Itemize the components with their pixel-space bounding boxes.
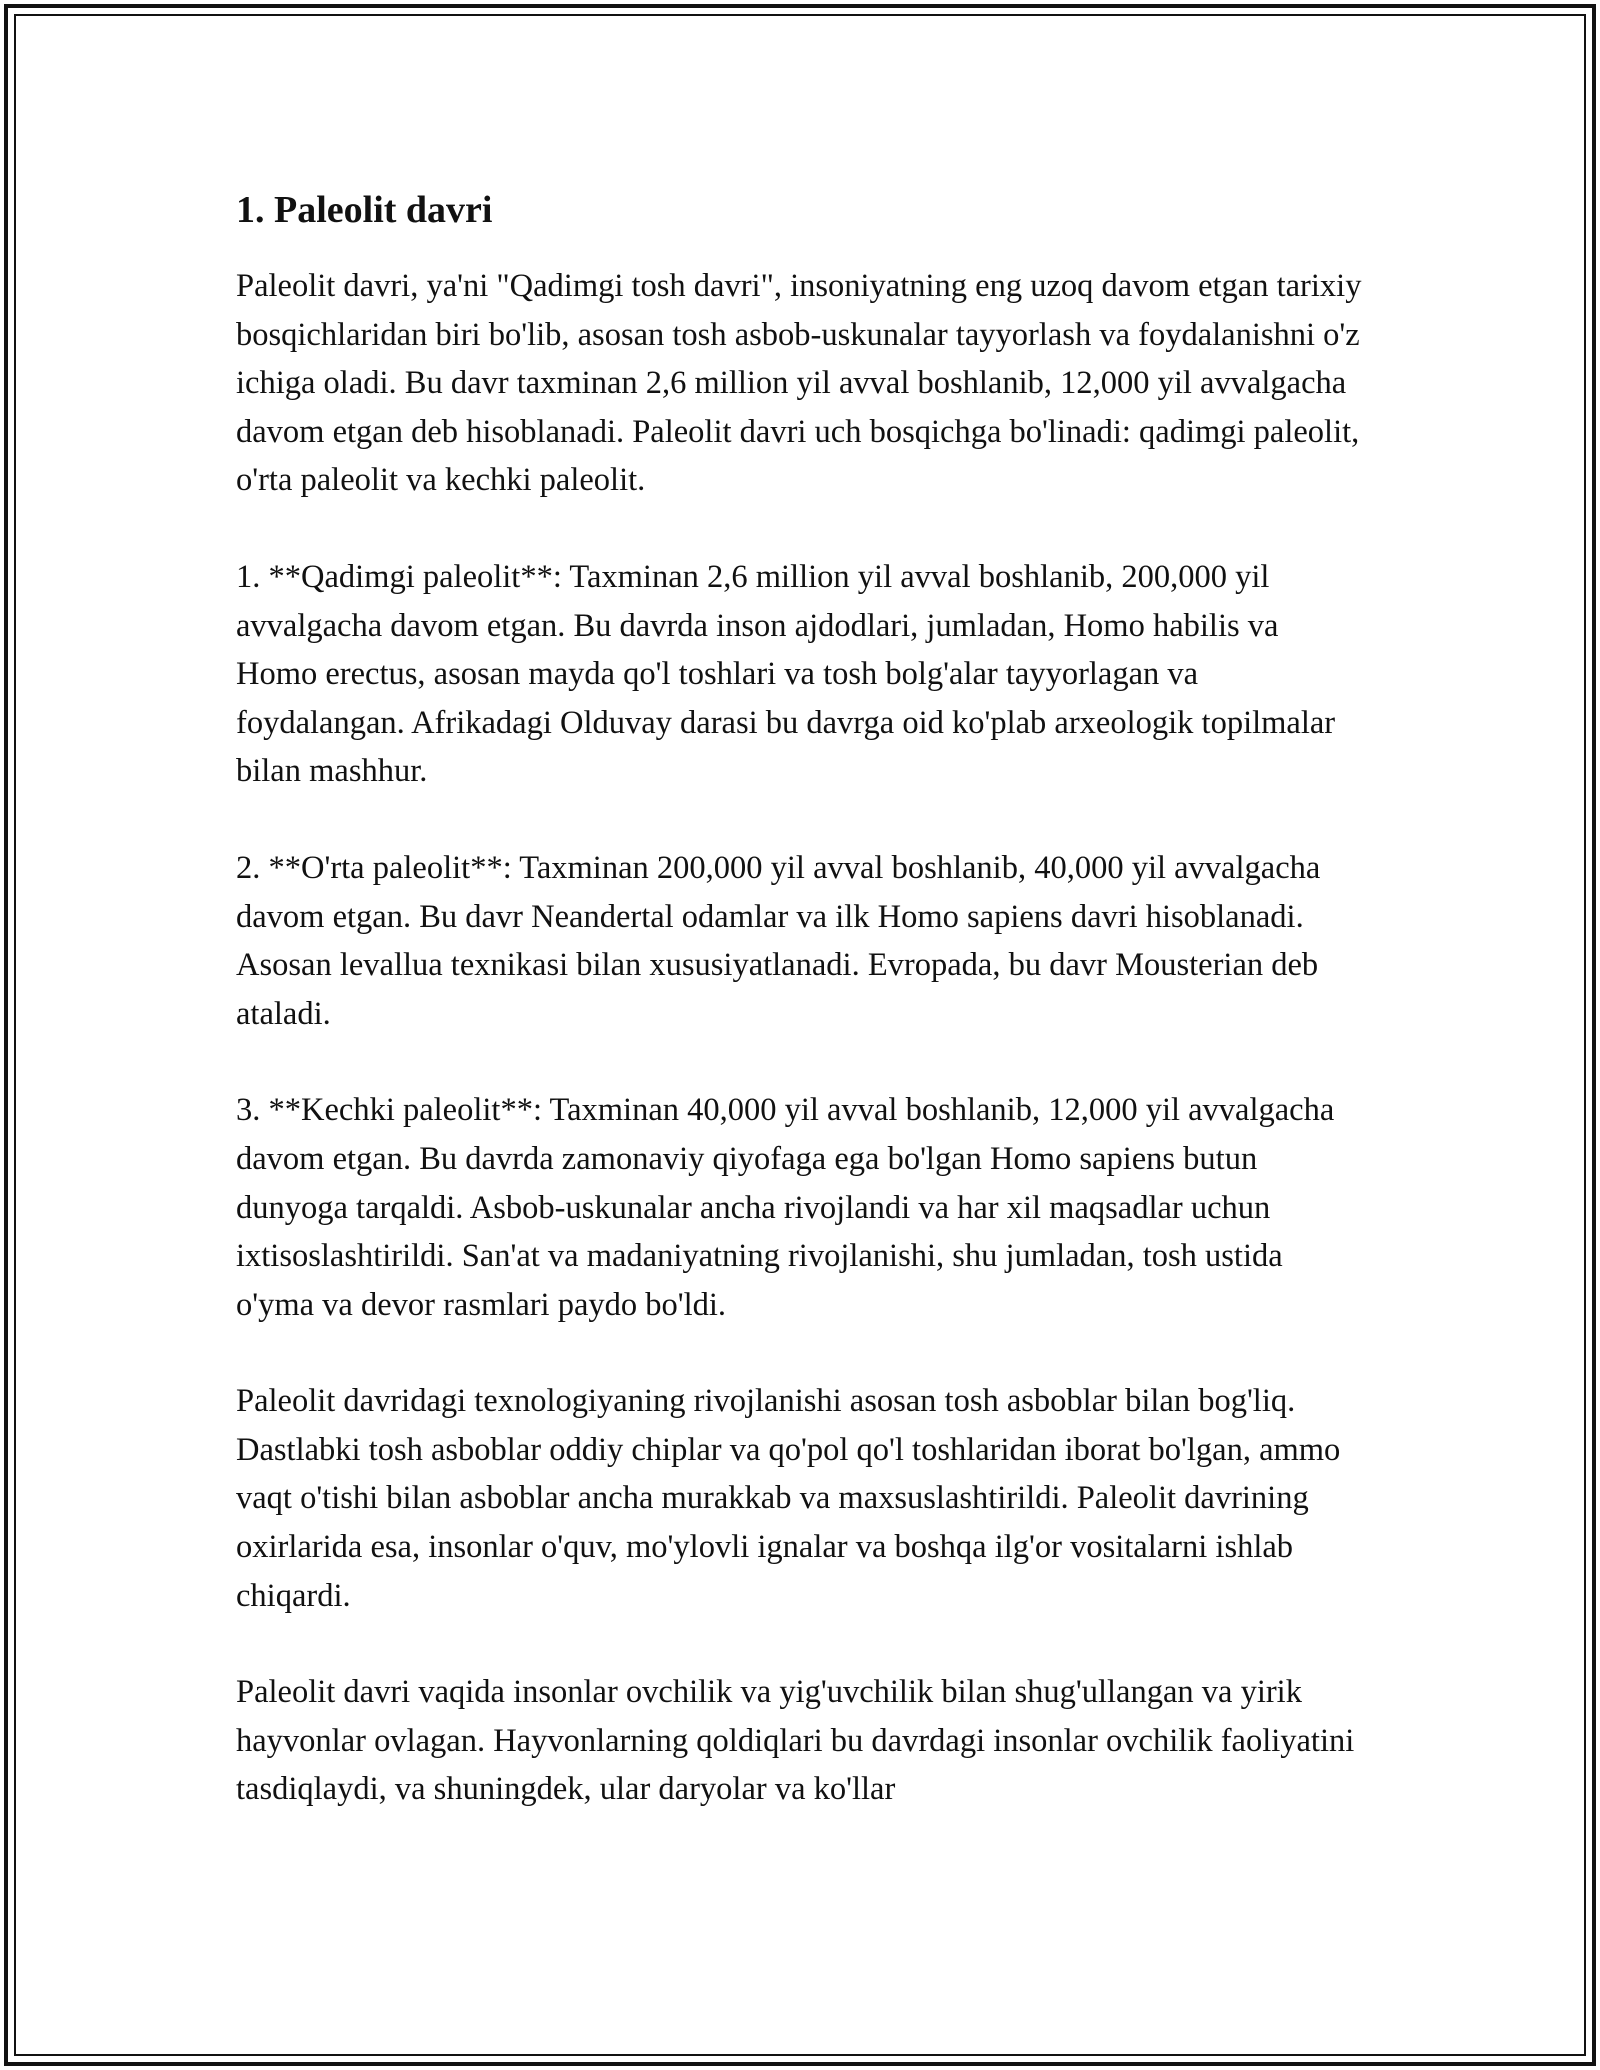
technology-paragraph: Paleolit davridagi texnologiyaning rivojlanishi asosan tosh asboblar bilan bog'liq. Dastlabki tosh asboblar oddiy chiplar va qo'pol qo'l toshlaridan iborat bo'lgan, ammo vaqt o'tishi bilan asboblar ancha murakkab va maxsuslashtirildi. Paleolit davrining oxirlarida esa, insonlar o'quv, mo'ylovli ignalar va boshqa ilg'or vositalarni ishlab chiqardi. xyxy=(236,1383,1341,1614)
lower-paleolithic-paragraph: 1. **Qadimgi paleolit**: Taxminan 2,6 million yil avval boshlanib, 200,000 yil avvalgacha davom etgan. Bu davrda inson ajdodlari, jumladan, Homo habilis va Homo erectus, asosan mayda qo'l toshlari va tosh bolg'alar tayyorlagan va foydalangan. Afrikadagi Olduvay darasi bu davrga oid ko'plab arxeologik topilmalar bilan mashhur. xyxy=(236,558,1336,790)
intro-paragraph: Paleolit davri, ya'ni "Qadimgi tosh davri", insoniyatning eng uzoq davom etgan tarixiy bosqichlaridan biri bo'lib, asosan tosh asbob-uskunalar tayyorlash va foydalanishni o'z ichiga oladi. Bu davr taxminan 2,6 million yil avval boshlanib, 12,000 yil avvalgacha davom etgan deb hisoblanadi. Paleolit davri uch bosqichga bo'linadi: qadimgi paleolit, o'rta paleolit va kechki paleolit. xyxy=(236,268,1362,499)
middle-paleolithic-paragraph: 2. **O'rta paleolit**: Taxminan 200,000 yil avval boshlanib, 40,000 yil avvalgacha davom etgan. Bu davr Neandertal odamlar va ilk Homo sapiens davri hisoblanadi. Asosan levallua texnikasi bilan xususiyatlanadi. Evropada, bu davr Mousterian deb ataladi. xyxy=(236,849,1321,1032)
document-body xyxy=(236,186,1366,1862)
upper-paleolithic-paragraph: 3. **Kechki paleolit**: Taxminan 40,000 yil avval boshlanib, 12,000 yil avvalgacha davom etgan. Bu davrda zamonaviy qiyofaga ega bo'lgan Homo sapiens butun dunyoga tarqaldi. Asbob-uskunalar ancha rivojlandi va har xil maqsadlar uchun ixtisoslashtirildi. San'at va madaniyatning rivojlanishi, shu jumladan, tosh ustida o'yma va devor rasmlari paydo bo'ldi. xyxy=(236,1092,1335,1323)
hunting-paragraph: Paleolit davri vaqida insonlar ovchilik va yig'uvchilik bilan shug'ullangan va yirik hayvonlar ovlagan. Hayvonlarning qoldiqlari bu davrdagi insonlar ovchilik faoliyatini tasdiqlaydi, va shuningdek, ular daryolar va ko'llar xyxy=(236,1674,1355,1808)
section-heading: 1. Paleolit davri xyxy=(236,189,493,231)
